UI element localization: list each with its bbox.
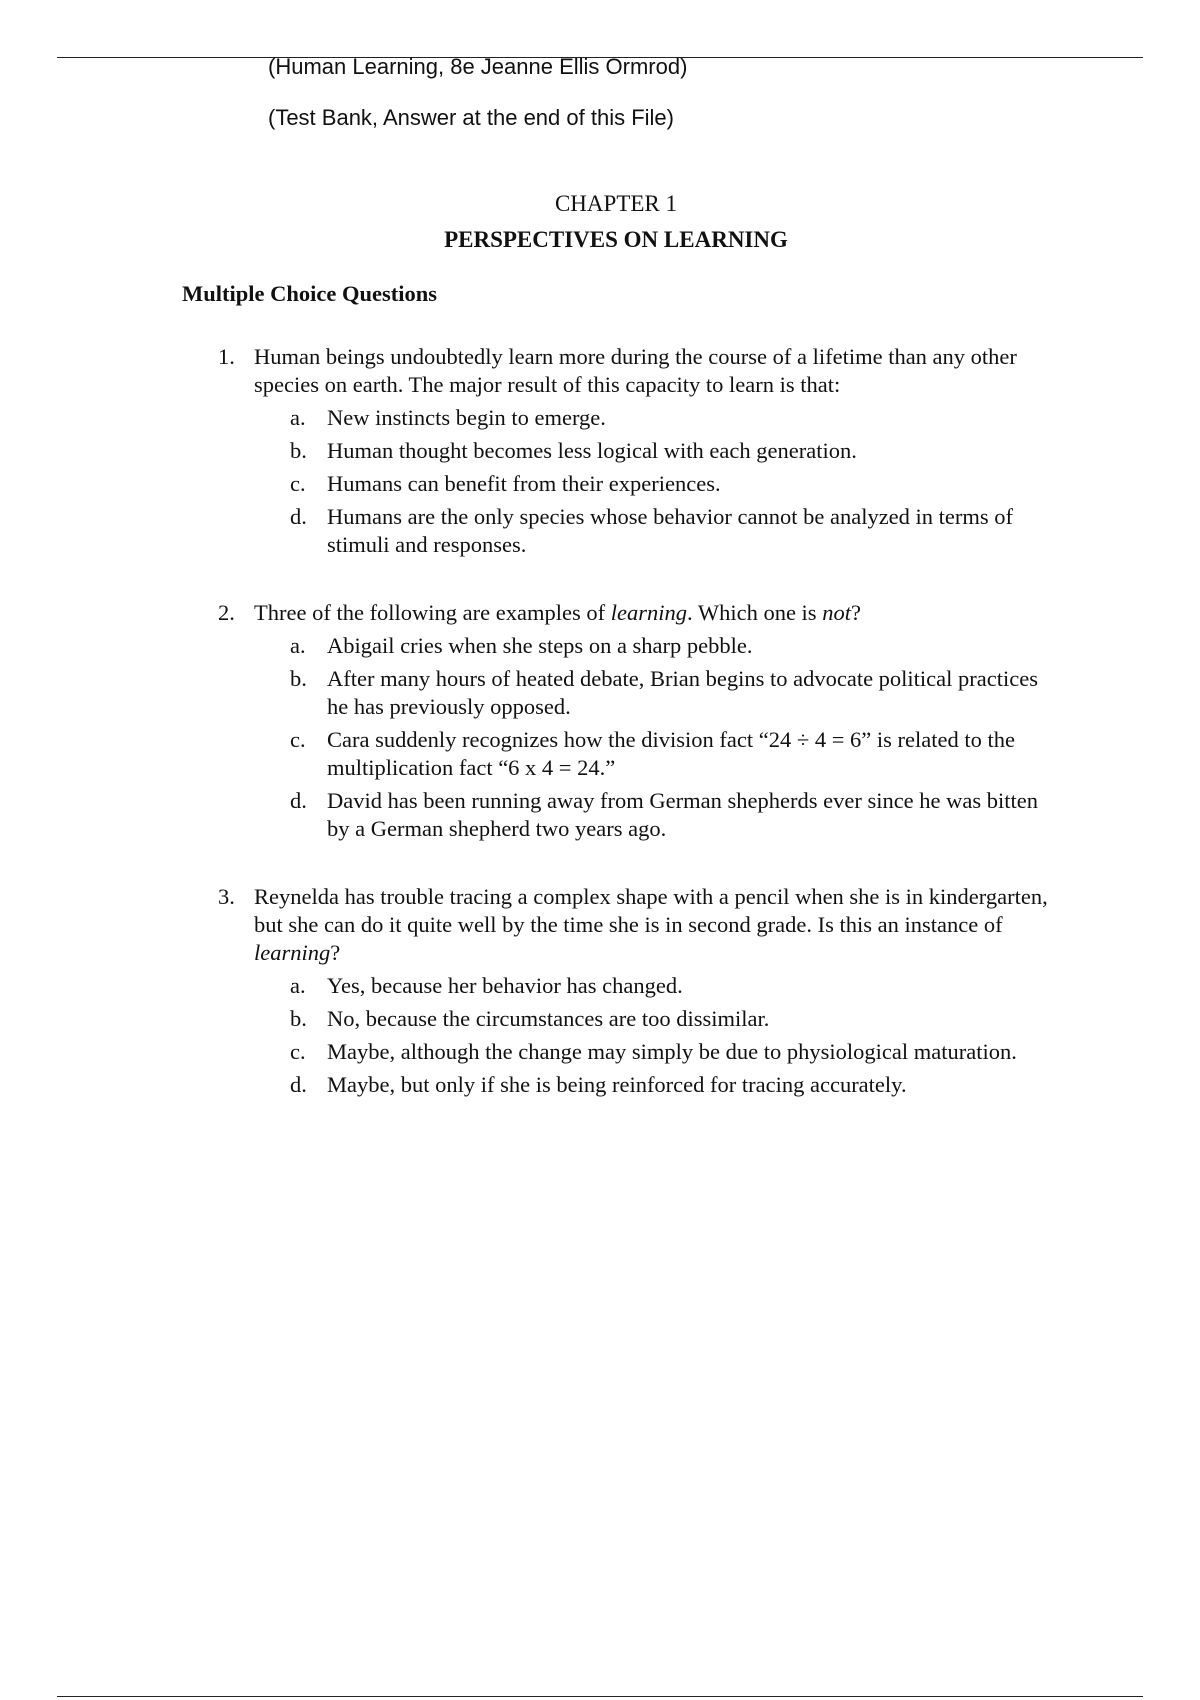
option-letter: b. (290, 666, 307, 691)
option-text: Human thought becomes less logical with each generation. (327, 438, 857, 463)
bottom-rule (57, 1696, 1143, 1697)
option-text: Abigail cries when she steps on a sharp pebble. (327, 633, 753, 658)
option-c (290, 470, 1048, 498)
section-heading: Multiple Choice Questions (182, 281, 438, 306)
option-list (254, 404, 1048, 559)
option-letter: d. (290, 1072, 307, 1097)
question-stem: Human beings undoubtedly learn more during the course of a lifetime than any other species on earth. The major result of this capacity to learn is that: (254, 344, 1017, 397)
option-b (290, 1005, 1048, 1033)
option-d (290, 503, 1048, 559)
chapter-title: PERSPECTIVES ON LEARNING (444, 227, 788, 252)
test-bank-note: (Test Bank, Answer at the end of this File) (268, 105, 674, 130)
book-citation: (Human Learning, 8e Jeanne Ellis Ormrod) (268, 54, 688, 79)
stem-text: . Which one is (687, 600, 823, 625)
option-c (290, 1038, 1048, 1066)
option-d (290, 787, 1048, 843)
option-letter: d. (290, 788, 307, 813)
option-text: Yes, because her behavior has changed. (327, 973, 683, 998)
question-number: 1. (218, 344, 235, 369)
question-stem (254, 599, 1048, 627)
question-stem (254, 883, 1048, 967)
question-list (218, 343, 1048, 1139)
chapter-number: CHAPTER 1 (554, 191, 678, 216)
stem-emphasis: learning (254, 940, 331, 965)
question-1 (218, 343, 1048, 559)
option-letter: b. (290, 438, 307, 463)
option-text: Humans can benefit from their experiences. (327, 471, 721, 496)
question-number: 2. (218, 600, 235, 625)
stem-text: ? (330, 940, 341, 965)
option-letter: c. (290, 727, 306, 752)
option-letter: c. (290, 471, 306, 496)
option-letter: a. (290, 633, 306, 658)
option-letter: a. (290, 405, 306, 430)
option-text: Cara suddenly recognizes how the division fact “24 ÷ 4 = 6” is related to the multiplication fact “6 x 4 = 24.” (327, 727, 1015, 780)
option-letter: d. (290, 504, 307, 529)
option-text: New instincts begin to emerge. (327, 405, 606, 430)
option-text: David has been running away from German shepherds ever since he was bitten by a German shepherd two years ago. (327, 788, 1039, 841)
option-text: Humans are the only species whose behavior cannot be analyzed in terms of stimuli and responses. (327, 504, 1014, 557)
option-d (290, 1071, 1048, 1099)
option-a (290, 632, 1048, 660)
question-number: 3. (218, 884, 235, 909)
option-text: No, because the circumstances are too dissimilar. (327, 1006, 770, 1031)
option-text: Maybe, but only if she is being reinforced for tracing accurately. (327, 1072, 907, 1097)
option-b (290, 437, 1048, 465)
question-2 (218, 599, 1048, 843)
question-3 (218, 883, 1048, 1099)
option-letter: c. (290, 1039, 306, 1064)
option-a (290, 404, 1048, 432)
option-letter: b. (290, 1006, 307, 1031)
stem-text: Reynelda has trouble tracing a complex shape with a pencil when she is in kindergarten, but she can do it quite well by the time she is in second grade. Is this an instance of (254, 884, 1048, 937)
stem-text: ? (850, 600, 861, 625)
option-a (290, 972, 1048, 1000)
stem-text: Three of the following are examples of (254, 600, 611, 625)
option-list (254, 632, 1048, 843)
option-list (254, 972, 1048, 1099)
option-c (290, 726, 1048, 782)
stem-emphasis: learning (610, 600, 687, 625)
option-b (290, 665, 1048, 721)
stem-emphasis: not (822, 600, 851, 625)
option-letter: a. (290, 973, 306, 998)
option-text: After many hours of heated debate, Brian begins to advocate political practices he has previously opposed. (327, 666, 1038, 719)
option-text: Maybe, although the change may simply be due to physiological maturation. (327, 1039, 1017, 1064)
